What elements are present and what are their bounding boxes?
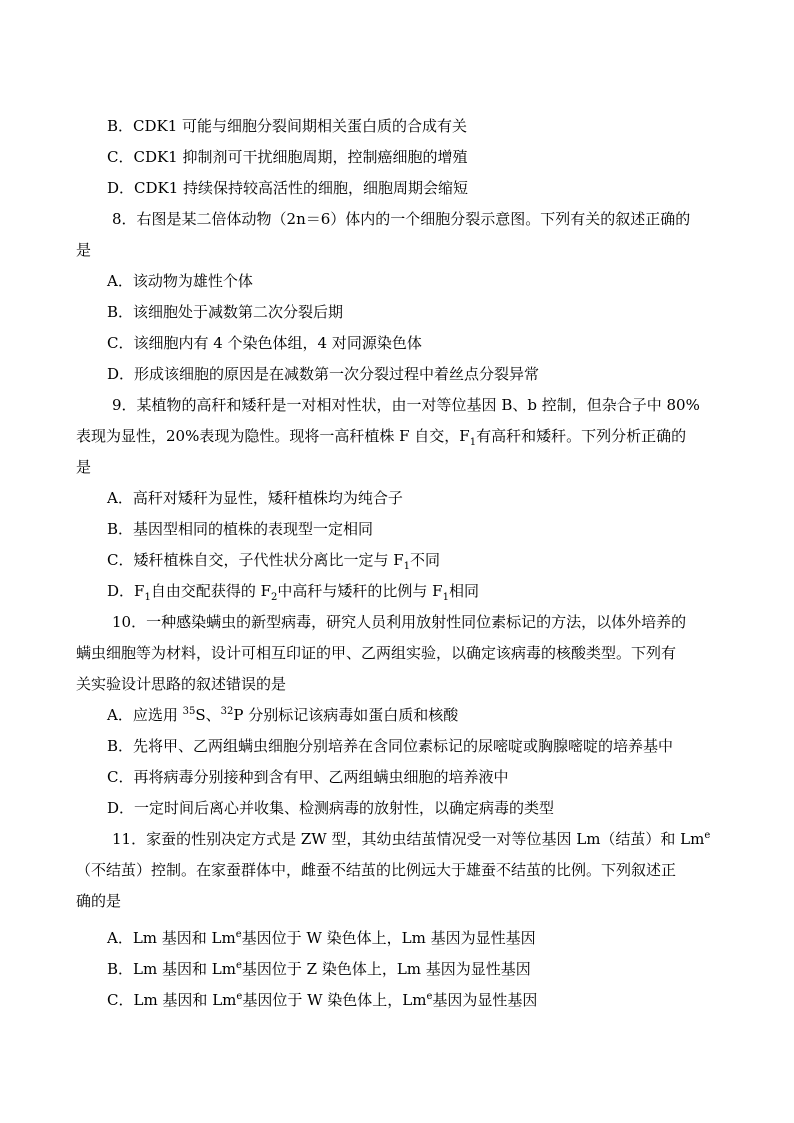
q9-subscript: 1 <box>469 437 477 448</box>
q10-option-c: C．再将病毒分别接种到含有甲、乙两组螨虫细胞的培养液中 <box>107 768 509 786</box>
q10-option-a-text-c: P 分别标记该病毒如蛋白质和核酸 <box>233 706 459 724</box>
q10-option-a-text-b: S、 <box>195 706 221 724</box>
q9-option-d-text-d: 相同 <box>448 582 479 600</box>
q10-option-d: D．一定时间后离心并收集、检测病毒的放射性，以确定病毒的类型 <box>107 799 555 817</box>
q7-option-c: C．CDK1 抑制剂可干扰细胞周期，控制癌细胞的增殖 <box>107 148 468 166</box>
q11-option-a-superscript: e <box>235 929 242 940</box>
q11-option-c <box>107 989 537 1011</box>
q10-stem-line1: 10．一种感染螨虫的新型病毒，研究人员利用放射性同位素标记的方法，以体外培养的 <box>112 613 687 631</box>
q9-option-d-subscript-3: 1 <box>442 592 449 603</box>
q9-option-a: A．高秆对矮秆为显性，矮秆植株均为纯合子 <box>107 489 403 507</box>
q9-option-c-text-a: C．矮秆植株自交，子代性状分离比一定与 F <box>107 551 404 569</box>
q9-stem-line1: 9．某植物的高秆和矮秆是一对相对性状，由一对等位基因 B、b 控制，但杂合子中 80% <box>112 396 700 414</box>
q8-option-c: C．该细胞内有 4 个染色体组，4 对同源染色体 <box>107 334 422 352</box>
q10-stem-line2: 螨虫细胞等为材料，设计可相互印证的甲、乙两组实验，以确定该病毒的核酸类型。下列有 <box>76 644 677 662</box>
q7-option-d: D．CDK1 持续保持较高活性的细胞，细胞周期会缩短 <box>107 179 469 197</box>
q8-option-d: D．形成该细胞的原因是在减数第一次分裂过程中着丝点分裂异常 <box>107 365 540 383</box>
q9-stem-line2 <box>76 425 686 447</box>
q11-option-a <box>107 927 536 949</box>
q8-stem-line2: 是 <box>76 241 92 259</box>
q9-option-b: B．基因型相同的植株的表现型一定相同 <box>107 520 374 538</box>
q9-option-d <box>107 580 479 602</box>
q9-option-d-subscript-2: 2 <box>271 592 278 603</box>
q8-option-a: A．该动物为雄性个体 <box>107 272 253 290</box>
q11-option-a-text-a: A．Lm 基因和 Lm <box>107 929 236 947</box>
q9-option-c-text-b: 不同 <box>410 551 441 569</box>
q9-option-d-text-b: 自由交配获得的 F <box>150 582 271 600</box>
q11-stem-line1-text: 11．家蚕的性别决定方式是 ZW 型，其幼虫结茧情况受一对等位基因 Lm（结茧）和 Lm <box>112 830 705 848</box>
q10-option-b: B．先将甲、乙两组螨虫细胞分别培养在含同位素标记的尿嘧啶或胸腺嘧啶的培养基中 <box>107 737 674 755</box>
q10-option-a-superscript-2: 32 <box>220 706 234 717</box>
q11-stem-superscript: e <box>704 830 711 841</box>
q9-option-c <box>107 549 440 571</box>
q11-stem-line2: （不结茧）控制。在家蚕群体中，雌蚕不结茧的比例远大于雄蚕不结茧的比例。下列叙述正 <box>76 861 677 879</box>
q11-option-c-text-b: 基因位于 W 染色体上，Lm <box>242 991 427 1009</box>
q10-option-a-superscript-1: 35 <box>182 706 196 717</box>
q8-option-b: B．该细胞处于减数第二次分裂后期 <box>107 303 344 321</box>
q11-stem-line3: 确的是 <box>76 892 122 910</box>
q9-stem-line2-text-b: 有高秆和矮秆。下列分析正确的 <box>476 427 687 445</box>
q9-option-d-subscript-1: 1 <box>144 592 151 603</box>
q9-stem-line2-text-a: 表现为显性，20%表现为隐性。现将一高秆植株 F 自交，F <box>76 427 470 445</box>
q11-option-c-text-c: 基因为显性基因 <box>432 991 538 1009</box>
q8-stem-line1: 8．右图是某二倍体动物（2n＝6）体内的一个细胞分裂示意图。下列有关的叙述正确的 <box>112 210 691 228</box>
q11-option-b-superscript: e <box>235 960 242 971</box>
q7-option-b: B．CDK1 可能与细胞分裂间期相关蛋白质的合成有关 <box>107 117 468 135</box>
q11-option-b <box>107 958 531 980</box>
q11-option-c-text-a: C．Lm 基因和 Lm <box>107 991 237 1009</box>
q9-stem-line3: 是 <box>76 458 92 476</box>
q11-option-a-text-b: 基因位于 W 染色体上，Lm 基因为显性基因 <box>241 929 536 947</box>
q11-option-c-superscript-1: e <box>236 991 243 1002</box>
q9-option-c-subscript: 1 <box>403 561 411 572</box>
q10-option-a <box>107 704 458 726</box>
q10-stem-line3: 关实验设计思路的叙述错误的是 <box>76 675 287 693</box>
q10-option-a-text-a: A．应选用 <box>107 706 183 724</box>
q11-stem-line1 <box>112 828 710 850</box>
q11-option-b-text-a: B．Lm 基因和 Lm <box>107 960 236 978</box>
q9-option-d-text-c: 中高秆与矮秆的比例与 F <box>277 582 443 600</box>
q11-option-b-text-b: 基因位于 Z 染色体上，Lm 基因为显性基因 <box>241 960 531 978</box>
q9-option-d-text-a: D．F <box>107 582 145 600</box>
q11-option-c-superscript-2: e <box>426 991 433 1002</box>
